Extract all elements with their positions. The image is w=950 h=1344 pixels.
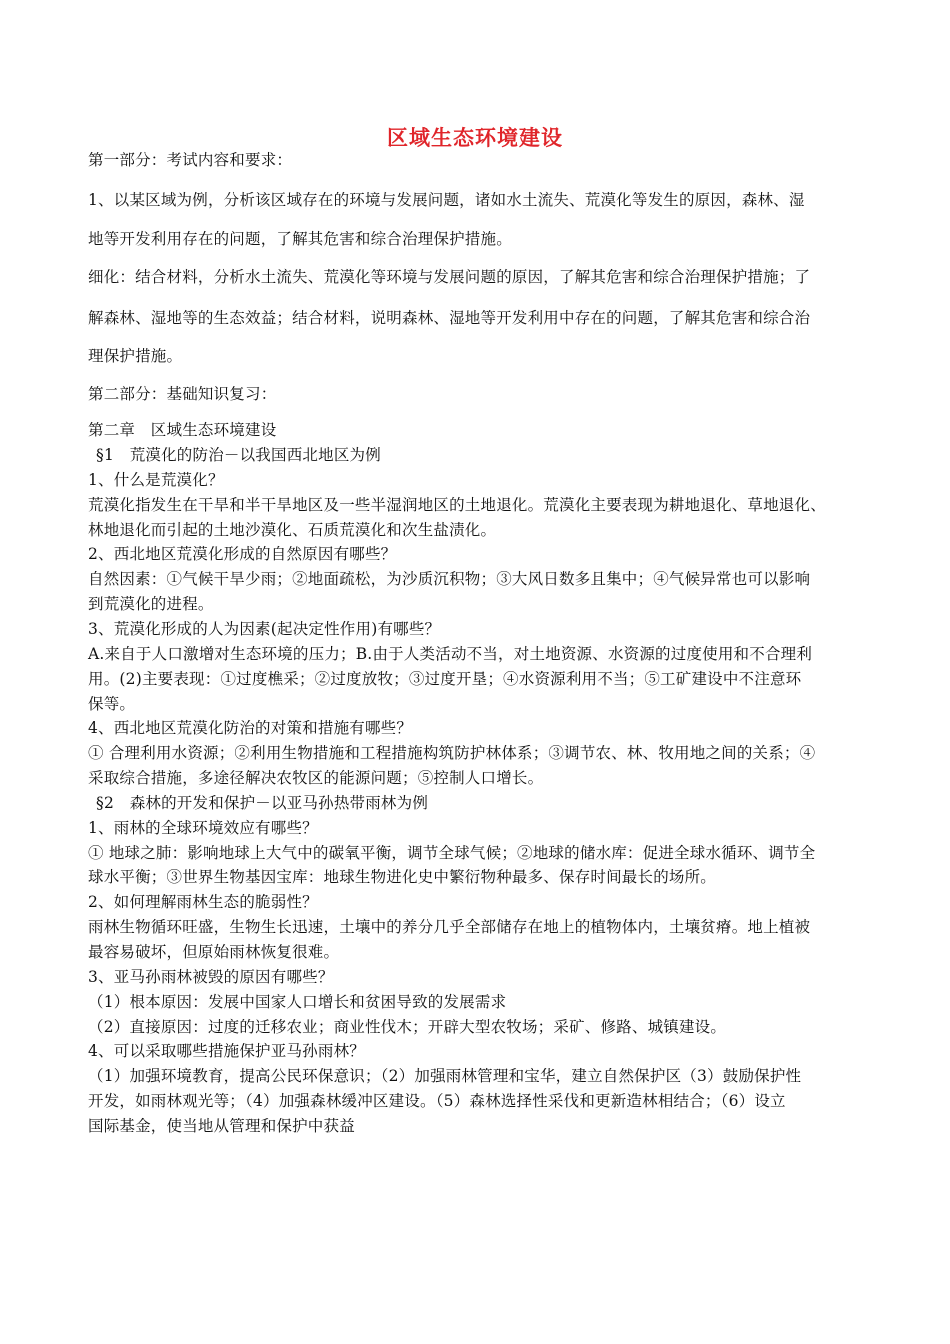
answer-line: 球水平衡；③世界生物基因宝库：地球生物进化史中繁衍物种最多、保存时间最长的场所。 <box>88 868 717 886</box>
document-title: 区域生态环境建设 <box>387 126 563 150</box>
answer-line: 雨林生物循环旺盛，生物生长迅速，土壤中的养分几乎全部储存在地上的植物体内，土壤贫瘠。地上植被 <box>88 918 811 936</box>
answer-line: 保等。 <box>88 695 136 713</box>
answer-line: ① 合理利用水资源；②利用生物措施和工程措施构筑防护林体系；③调节农、林、牧用地之间的关系；④ <box>88 744 816 762</box>
answer-line: （2）直接原因：过度的迁移农业；商业性伐木；开辟大型农牧场；采矿、修路、城镇建设。 <box>88 1018 727 1036</box>
section-heading: §1 荒漠化的防治－以我国西北地区为例 <box>96 446 381 464</box>
question: 3、荒漠化形成的人为因素(起决定性作用)有哪些？ <box>88 620 441 638</box>
answer-line: 国际基金，使当地从管理和保护中获益 <box>88 1117 355 1135</box>
question: 1、什么是荒漠化？ <box>88 471 224 489</box>
answer-line: ① 地球之肺：影响地球上大气中的碳氧平衡，调节全球气候；②地球的储水库：促进全球水循环、调节全 <box>88 844 816 862</box>
answer-line: 用。(2)主要表现：①过度樵采；②过度放牧；③过度开垦；④水资源利用不当；⑤工矿建设中不注意环 <box>88 670 802 688</box>
detail-line: 理保护措施。 <box>88 347 183 365</box>
chapter-heading: 第二章 区域生态环境建设 <box>88 421 277 439</box>
answer-line: 开发，如雨林观光等；（4）加强森林缓冲区建设。（5）森林选择性采伐和更新造林相结合；（6）设立 <box>88 1092 786 1110</box>
answer-line: 采取综合措施，多途径解决农牧区的能源问题；⑤控制人口增长。 <box>88 769 544 787</box>
question: 3、亚马孙雨林被毁的原因有哪些？ <box>88 968 334 986</box>
answer-line: （1）根本原因：发展中国家人口增长和贫困导致的发展需求 <box>88 993 507 1011</box>
answer-line: 到荒漠化的进程。 <box>88 595 214 613</box>
detail-line: 解森林、湿地等的生态效益；结合材料，说明森林、湿地等开发利用中存在的问题，了解其危害和综合治 <box>88 309 811 327</box>
answer-line: A.来自于人口激增对生态环境的压力；B.由于人类活动不当，对土地资源、水资源的过度使用和不合理利 <box>88 645 813 663</box>
question: 4、可以采取哪些措施保护亚马孙雨林？ <box>88 1042 365 1060</box>
requirement-line: 地等开发利用存在的问题，了解其危害和综合治理保护措施。 <box>88 230 512 248</box>
question: 1、雨林的全球环境效应有哪些？ <box>88 819 318 837</box>
part2-heading: 第二部分：基础知识复习： <box>88 385 277 403</box>
question: 4、西北地区荒漠化防治的对策和措施有哪些？ <box>88 719 413 737</box>
requirement-line: 1、以某区域为例，分析该区域存在的环境与发展问题，诸如水土流失、荒漠化等发生的原因，森林、湿 <box>88 191 805 209</box>
detail-line: 细化：结合材料，分析水土流失、荒漠化等环境与发展问题的原因，了解其危害和综合治理保护措施；了 <box>88 268 811 286</box>
question: 2、如何理解雨林生态的脆弱性？ <box>88 893 318 911</box>
answer-line: 自然因素：①气候干旱少雨；②地面疏松，为沙质沉积物；③大风日数多且集中；④气候异常也可以影响 <box>88 570 811 588</box>
answer-line: （1）加强环境教育，提高公民环保意识；（2）加强雨林管理和宝华，建立自然保护区（3）鼓励保护性 <box>88 1067 802 1085</box>
section-heading: §2 森林的开发和保护－以亚马孙热带雨林为例 <box>96 794 429 812</box>
answer-line: 最容易破坏，但原始雨林恢复很难。 <box>88 943 340 961</box>
part1-heading: 第一部分：考试内容和要求： <box>88 151 293 169</box>
answer-line: 林地退化而引起的土地沙漠化、石质荒漠化和次生盐渍化。 <box>88 521 497 539</box>
question: 2、西北地区荒漠化形成的自然原因有哪些？ <box>88 545 397 563</box>
answer-line: 荒漠化指发生在干旱和半干旱地区及一些半湿润地区的土地退化。荒漠化主要表现为耕地退化、草地退化、 <box>88 496 826 514</box>
